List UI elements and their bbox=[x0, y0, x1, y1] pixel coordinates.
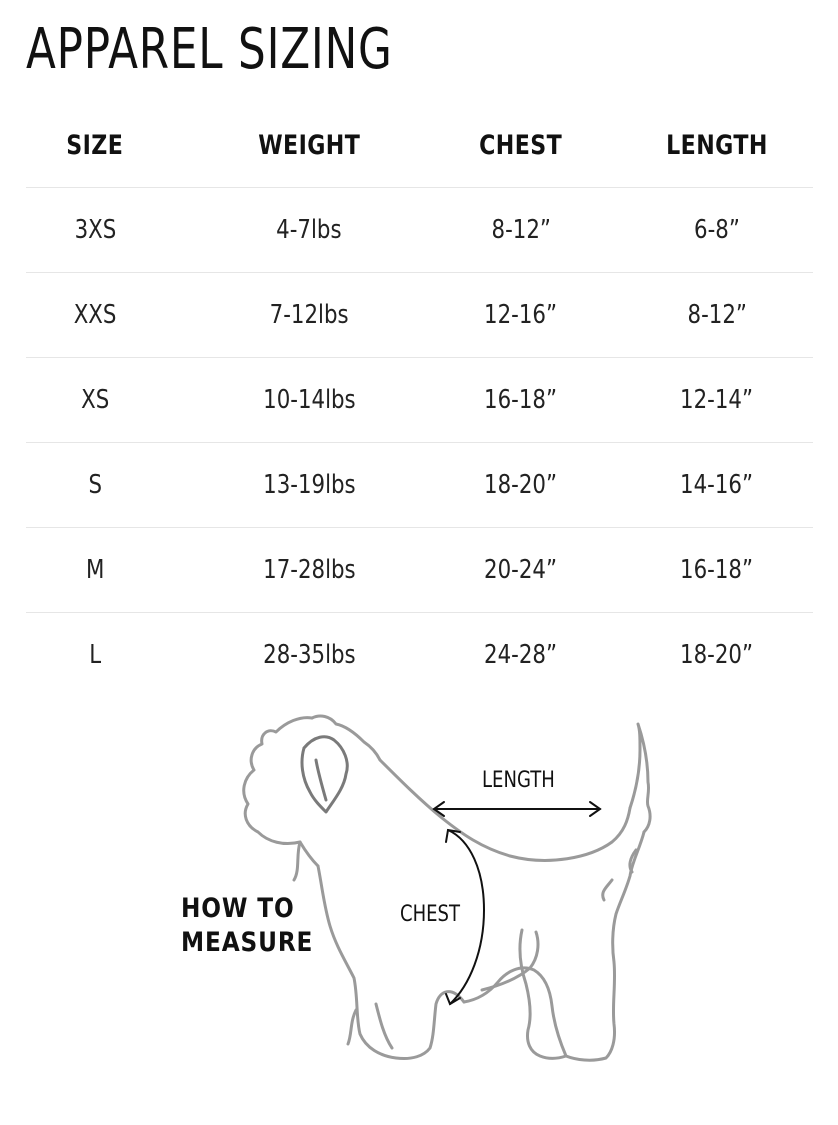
header-size: SIZE bbox=[66, 129, 124, 161]
weight-cell: 10-14lbs bbox=[262, 385, 356, 415]
length-cell: 18-20” bbox=[680, 640, 754, 670]
weight-cell: 13-19lbs bbox=[262, 470, 356, 500]
size-cell: S bbox=[88, 470, 102, 500]
how-to-measure-line1: HOW TO bbox=[181, 893, 295, 924]
chest-cell: 18-20” bbox=[484, 470, 558, 500]
size-cell: XS bbox=[80, 385, 110, 415]
size-cell: 3XS bbox=[74, 215, 116, 245]
weight-cell: 17-28lbs bbox=[262, 555, 356, 585]
chest-cell: 16-18” bbox=[484, 385, 558, 415]
size-cell: L bbox=[89, 640, 101, 670]
dog-inner-leg bbox=[376, 1004, 392, 1048]
chest-label: CHEST bbox=[400, 902, 461, 927]
chest-cell: 12-16” bbox=[484, 300, 558, 330]
table-row bbox=[26, 188, 813, 273]
how-to-measure-line2: MEASURE bbox=[181, 927, 314, 958]
weight-cell: 28-35lbs bbox=[262, 640, 356, 670]
weight-cell: 7-12lbs bbox=[269, 300, 349, 330]
length-cell: 14-16” bbox=[680, 470, 754, 500]
dog-front bbox=[318, 866, 464, 1059]
table-row bbox=[26, 613, 813, 697]
dog-belly bbox=[464, 968, 566, 1056]
weight-cell: 4-7lbs bbox=[276, 215, 342, 245]
length-arrow bbox=[434, 802, 600, 816]
length-cell: 6-8” bbox=[694, 215, 740, 245]
size-cell: M bbox=[85, 555, 105, 585]
dog-chest-line bbox=[482, 932, 538, 990]
length-label: LENGTH bbox=[482, 768, 555, 793]
size-chart-table bbox=[26, 103, 813, 697]
table-row bbox=[26, 528, 813, 613]
header-chest: CHEST bbox=[479, 129, 563, 161]
header-length: LENGTH bbox=[666, 129, 768, 161]
header-weight: WEIGHT bbox=[257, 129, 361, 161]
length-cell: 16-18” bbox=[680, 555, 754, 585]
page-title: APPAREL SIZING bbox=[26, 17, 393, 82]
chest-cell: 20-24” bbox=[484, 555, 558, 585]
size-cell: XXS bbox=[73, 300, 117, 330]
table-row bbox=[26, 358, 813, 443]
dog-ear bbox=[302, 737, 347, 812]
how-to-measure-heading bbox=[181, 892, 313, 960]
chest-cell: 8-12” bbox=[491, 215, 551, 245]
dog-head-outline bbox=[244, 718, 318, 866]
chest-cell: 24-28” bbox=[484, 640, 558, 670]
length-cell: 8-12” bbox=[687, 300, 747, 330]
dog-rear bbox=[566, 832, 644, 1060]
length-cell: 12-14” bbox=[680, 385, 754, 415]
table-row bbox=[26, 443, 813, 528]
table-header-row bbox=[26, 103, 813, 188]
dog-tail bbox=[630, 724, 650, 832]
table-row bbox=[26, 273, 813, 358]
